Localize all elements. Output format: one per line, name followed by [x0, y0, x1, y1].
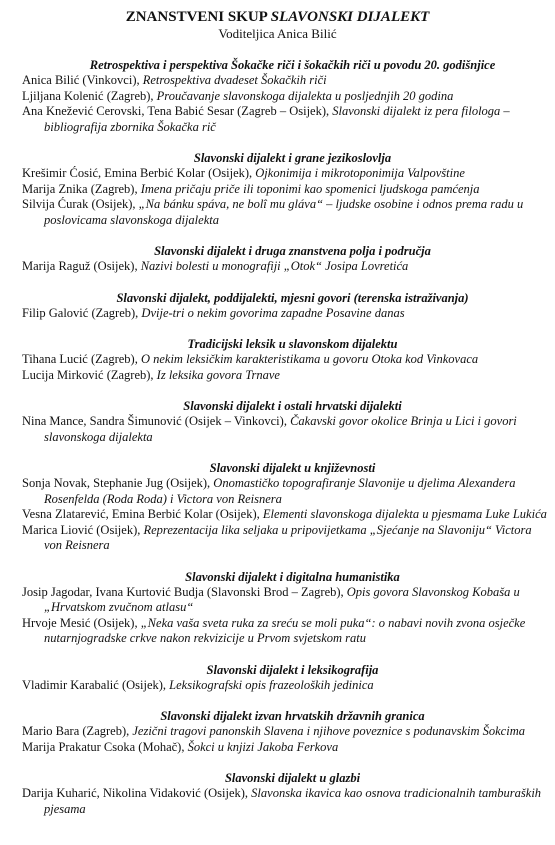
talk-title: Ojkonimija i mikrotoponimija Valpovštine — [255, 166, 465, 180]
section-heading: Slavonski dijalekt i druga znanstvena polja i područja — [154, 244, 431, 258]
talk-title: Onomastičko topografiranje Slavonije u djelima Alexandera Rosenfelda (Roda Roda) i Victora von Reisnera — [44, 476, 516, 506]
moderator-line: Voditeljica Anica Bilić — [218, 26, 337, 41]
section-heading: Slavonski dijalekt, poddijalekti, mjesni govori (terenska istraživanja) — [116, 290, 469, 305]
talk-entry — [0, 724, 555, 740]
talk-authors: Marija Prakatur Csoka (Mohač), — [22, 739, 188, 754]
talk-title: Nazivi bolesti u monografiji „Otok“ Josipa Lovretića — [140, 259, 409, 273]
talk-title: „Na bánku spáva, ne bolî mu gláva“ – ljudske osobine i odnos prema radu u poslovicama slavonskoga dijalekta — [44, 197, 524, 227]
talk-title: Slavonska ikavica kao osnova tradicionalnih tamburaških pjesama — [44, 786, 542, 816]
talk-title: Šokci u knjizi Jakoba Ferkova — [187, 739, 339, 754]
talk-authors: Marica Liović (Osijek), — [22, 522, 144, 537]
talk-title: O nekim leksičkim karakteristikama u govoru Otoka kod Vinkovaca — [140, 352, 479, 366]
talk-entry — [0, 585, 555, 616]
section-heading: Slavonski dijalekt izvan hrvatskih državnih granica — [160, 709, 425, 723]
talk-entry — [0, 523, 555, 554]
talk-authors: Ana Knežević Cerovski, Tena Babić Sesar (Zagreb – Osijek), — [22, 104, 333, 118]
sections-list — [0, 58, 555, 817]
program-section — [0, 244, 555, 275]
talk-entry — [0, 73, 555, 89]
talk-authors: Darija Kuharić, Nikolina Vidaković (Osijek), — [22, 786, 252, 800]
talk-authors: Vladimir Karabalić (Osijek), — [22, 677, 170, 692]
talk-title: Imena pričaju priče ili toponimi kao spomenici ljudskoga pamćenja — [140, 181, 480, 196]
talk-title: Dvije-tri o nekim govorima zapadne Posavine danas — [141, 305, 405, 320]
talk-title: Slavonski dijalekt iz pera filologa – bibliografija zbornika Šokačka rič — [44, 104, 510, 134]
section-heading: Retrospektiva i perspektiva Šokačke riči i šokačkih riči u povodu 20. godišnjice — [89, 58, 496, 72]
program-section — [0, 151, 555, 228]
talk-title: Leksikografski opis frazeoloških jedinica — [169, 677, 374, 692]
section-heading: Slavonski dijalekt u književnosti — [209, 461, 376, 475]
talk-authors: Hrvoje Mesić (Osijek), — [22, 615, 141, 630]
program-section — [0, 570, 555, 647]
talk-title: Čakavski govor okolice Brinja u Lici i govori slavonskoga dijalekta — [44, 414, 517, 444]
talk-authors: Nina Mance, Sandra Šimunović (Osijek – Vinkovci), — [22, 414, 291, 428]
talk-entry — [0, 259, 555, 275]
section-heading: Tradicijski leksik u slavonskom dijalektu — [187, 337, 398, 351]
talk-entry — [0, 616, 555, 647]
talk-authors: Marija Znika (Zagreb), — [22, 181, 141, 196]
talk-entry — [0, 89, 555, 105]
program-section — [0, 771, 555, 817]
talk-entry — [0, 352, 555, 368]
talk-authors: Lucija Mirković (Zagreb), — [22, 367, 157, 382]
talk-authors: Vesna Zlatarević, Emina Berbić Kolar (Osijek), — [22, 507, 263, 521]
talk-entry — [0, 104, 555, 135]
talk-entry — [0, 678, 555, 694]
talk-authors: Silvija Ćurak (Osijek), — [22, 197, 139, 211]
program-section — [0, 291, 555, 322]
talk-title: Proučavanje slavonskoga dijalekta u posljednjih 20 godina — [156, 88, 454, 103]
talk-title: Opis govora Slavonskog Kobaša u „Hrvatskom zvučnom atlasu“ — [44, 584, 520, 614]
talk-entry — [0, 197, 555, 228]
program-section — [0, 663, 555, 694]
program-section — [0, 58, 555, 135]
title-prefix: ZNANSTVENI SKUP — [125, 9, 271, 25]
talk-authors: Josip Jagodar, Ivana Kurtović Budja (Slavonski Brod – Zagreb), — [22, 584, 347, 599]
section-heading: Slavonski dijalekt i grane jezikoslovlja — [193, 151, 392, 165]
program-section — [0, 709, 555, 755]
talk-entry — [0, 182, 555, 198]
talk-authors: Krešimir Ćosić, Emina Berbić Kolar (Osijek), — [22, 166, 256, 180]
talk-authors: Ljiljana Kolenić (Zagreb), — [22, 88, 157, 103]
talk-authors: Tihana Lucić (Zagreb), — [22, 352, 141, 366]
talk-title: „Neka vaša sveta ruka za sreću se moli puka“: o nabavi novih zvona osječke nutarnjogradske crkve nakon rekvizicije u Prvom svjetskom ratu — [44, 615, 526, 645]
talk-authors: Sonja Novak, Stephanie Jug (Osijek), — [22, 476, 214, 490]
talk-title: Iz leksika govora Trnave — [156, 367, 280, 382]
talk-title: Retrospektiva dvadeset Šokačkih riči — [142, 73, 327, 87]
section-heading: Slavonski dijalekt i leksikografija — [206, 662, 379, 677]
section-heading: Slavonski dijalekt i digitalna humanistika — [185, 569, 400, 584]
talk-authors: Anica Bilić (Vinkovci), — [22, 73, 143, 87]
talk-authors: Filip Galović (Zagreb), — [22, 305, 142, 320]
talk-title: Elementi slavonskoga dijalekta u pjesmama Luke Lukića — [262, 507, 547, 521]
program-section — [0, 399, 555, 445]
talk-title: Reprezentacija lika seljaka u pripovijetkama „Sjećanje na Slavoniju“ Victora von Reisnera — [44, 522, 532, 552]
program-section — [0, 337, 555, 383]
talk-entry — [0, 306, 555, 322]
talk-authors: Mario Bara (Zagreb), — [22, 724, 133, 738]
program-section — [0, 461, 555, 554]
talk-entry — [0, 166, 555, 182]
page-title — [0, 8, 555, 26]
talk-entry — [0, 414, 555, 445]
talk-entry — [0, 786, 555, 817]
talk-entry — [0, 476, 555, 507]
talk-entry — [0, 368, 555, 384]
talk-title: Jezični tragovi panonskih Slavena i njihove poveznice s podunavskim Šokcima — [132, 724, 525, 738]
talk-authors: Marija Raguž (Osijek), — [22, 259, 141, 273]
talk-entry — [0, 740, 555, 756]
talk-entry — [0, 507, 555, 523]
section-heading: Slavonski dijalekt i ostali hrvatski dijalekti — [183, 399, 402, 413]
section-heading: Slavonski dijalekt u glazbi — [224, 771, 361, 785]
title-italic: SLAVONSKI DIJALEKT — [270, 9, 430, 25]
